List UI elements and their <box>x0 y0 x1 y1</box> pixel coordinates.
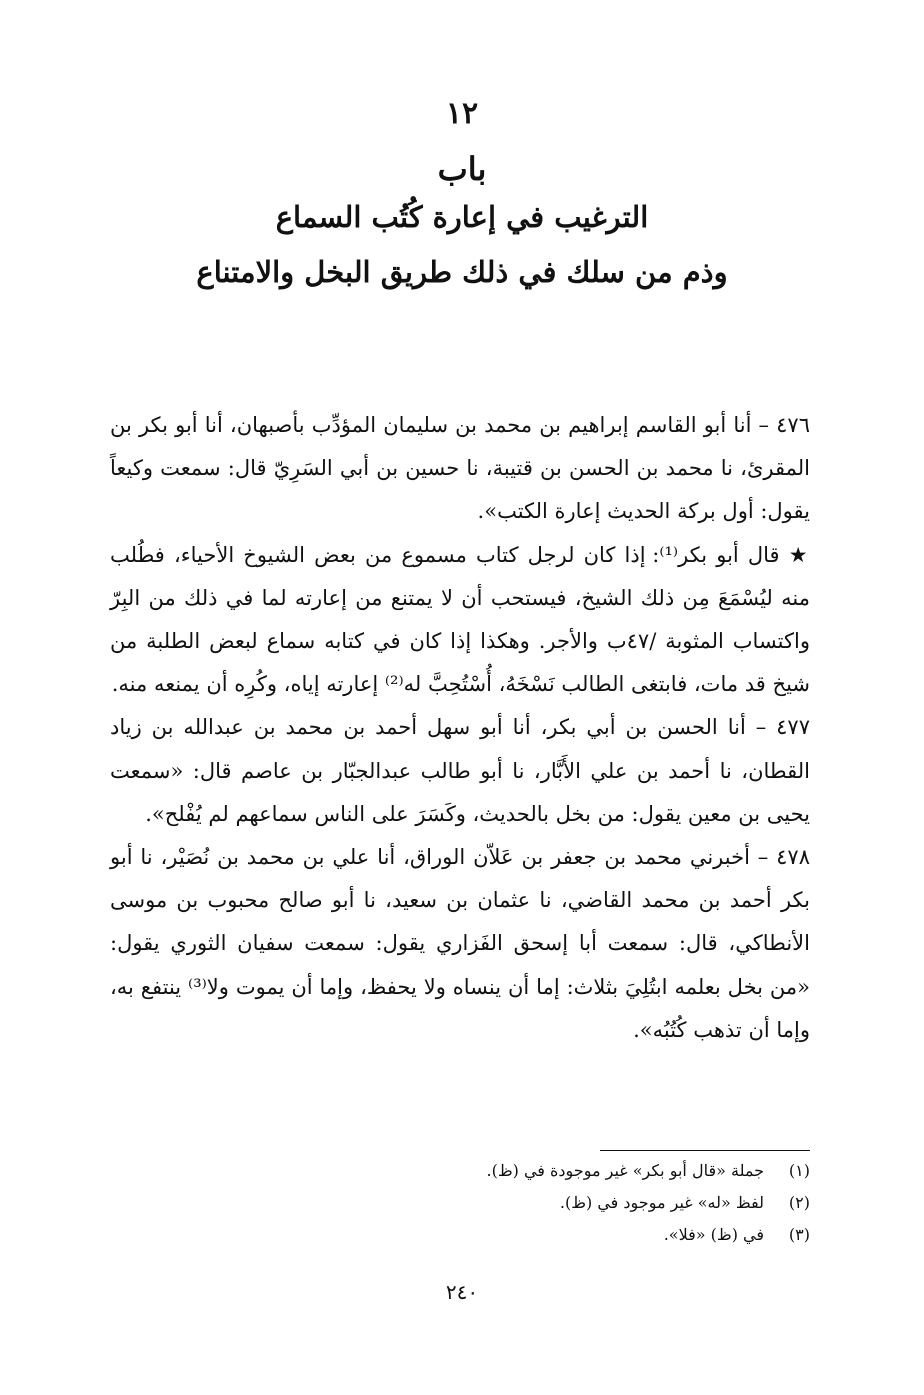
footnote <box>300 1219 810 1251</box>
footnote-divider <box>600 1150 810 1151</box>
chapter-title-line-1: الترغيب في إعارة كُتُب السماع <box>275 200 649 234</box>
footnote-text: لفظ «له» غير موجود في (ظ). <box>559 1193 764 1212</box>
footnote <box>300 1155 810 1187</box>
chapter-heading-bab: باب <box>437 150 487 188</box>
footnote <box>300 1187 810 1219</box>
footnote-text: جملة «قال أبو بكر» غير موجودة في (ظ). <box>486 1161 764 1180</box>
hadith-476: ٤٧٦ – أنا أبو القاسم إبراهيم بن محمد بن سليمان المؤدِّب بأصبهان، أنا أبو بكر بن المقرئ، نا محمد بن الحسن بن قتيبة، نا حسين بن أبي السَرِيّ قال: سمعت وكيعاً يقول: أول بركة الحديث إعارة الكتب». <box>110 413 810 524</box>
footnote-number: (١) <box>788 1161 810 1180</box>
hadith-477: ٤٧٧ – أنا الحسن بن أبي بكر، أنا أبو سهل أحمد بن محمد بن عبدالله بن زياد القطان، نا أحمد بن علي الأَبَّار، نا أبو طالب عبدالجبّار بن عاصم قال: «سمعت يحيى بن معين يقول: من بخل بالحديث، وكَسَرَ على الناس سماعهم لم يُفْلح». <box>110 715 810 826</box>
footnotes <box>300 1155 810 1251</box>
chapter-title-line-2: وذم من سلك في ذلك طريق البخل والامتناع <box>196 255 728 289</box>
author-note: ★ قال أبو بكر⁽¹⁾: إذا كان لرجل كتاب مسموع من بعض الشيوخ الأحياء، فطُلب منه ليُسْمَعَ مِن ذلك الشيخ، فيستحب أن لا يمتنع من إعارته لما في ذلك من البِرّ واكتساب المثوبة /٤٧ب والأجر. وهكذا إذا كان في كتابه سماع لبعض الطلبة من شيخ قد مات، فابتغى الطالب نَسْخَهُ، أُسْتُحِبَّ له⁽²⁾ إعارته إياه، وكُرِه أن يمنعه منه. <box>110 542 810 697</box>
footnote-number: (٢) <box>788 1193 810 1212</box>
hadith-478: ٤٧٨ – أخبرني محمد بن جعفر بن عَلاّن الوراق، أنا علي بن محمد بن نُصَيْر، نا أبو بكر أحمد بن محمد القاضي، نا عثمان بن سعيد، نا أبو صالح محبوب بن موسى الأنطاكي، قال: سمعت أبا إسحق الفَزاري يقول: سمعت سفيان الثوري يقول: «من بخل بعلمه ابتُلِيَ بثلاث: إما أن ينساه ولا يحفظ، وإما أن يموت ولا⁽³⁾ ينتفع به، وإما أن تذهب كُتُبُه». <box>110 845 810 1042</box>
chapter-number: ١٢ <box>445 96 479 131</box>
footnote-number: (٣) <box>788 1225 810 1244</box>
page-number: ٢٤٠ <box>445 1280 479 1304</box>
main-text <box>110 404 810 1052</box>
footnote-text: في (ظ) «فلا». <box>663 1225 764 1244</box>
